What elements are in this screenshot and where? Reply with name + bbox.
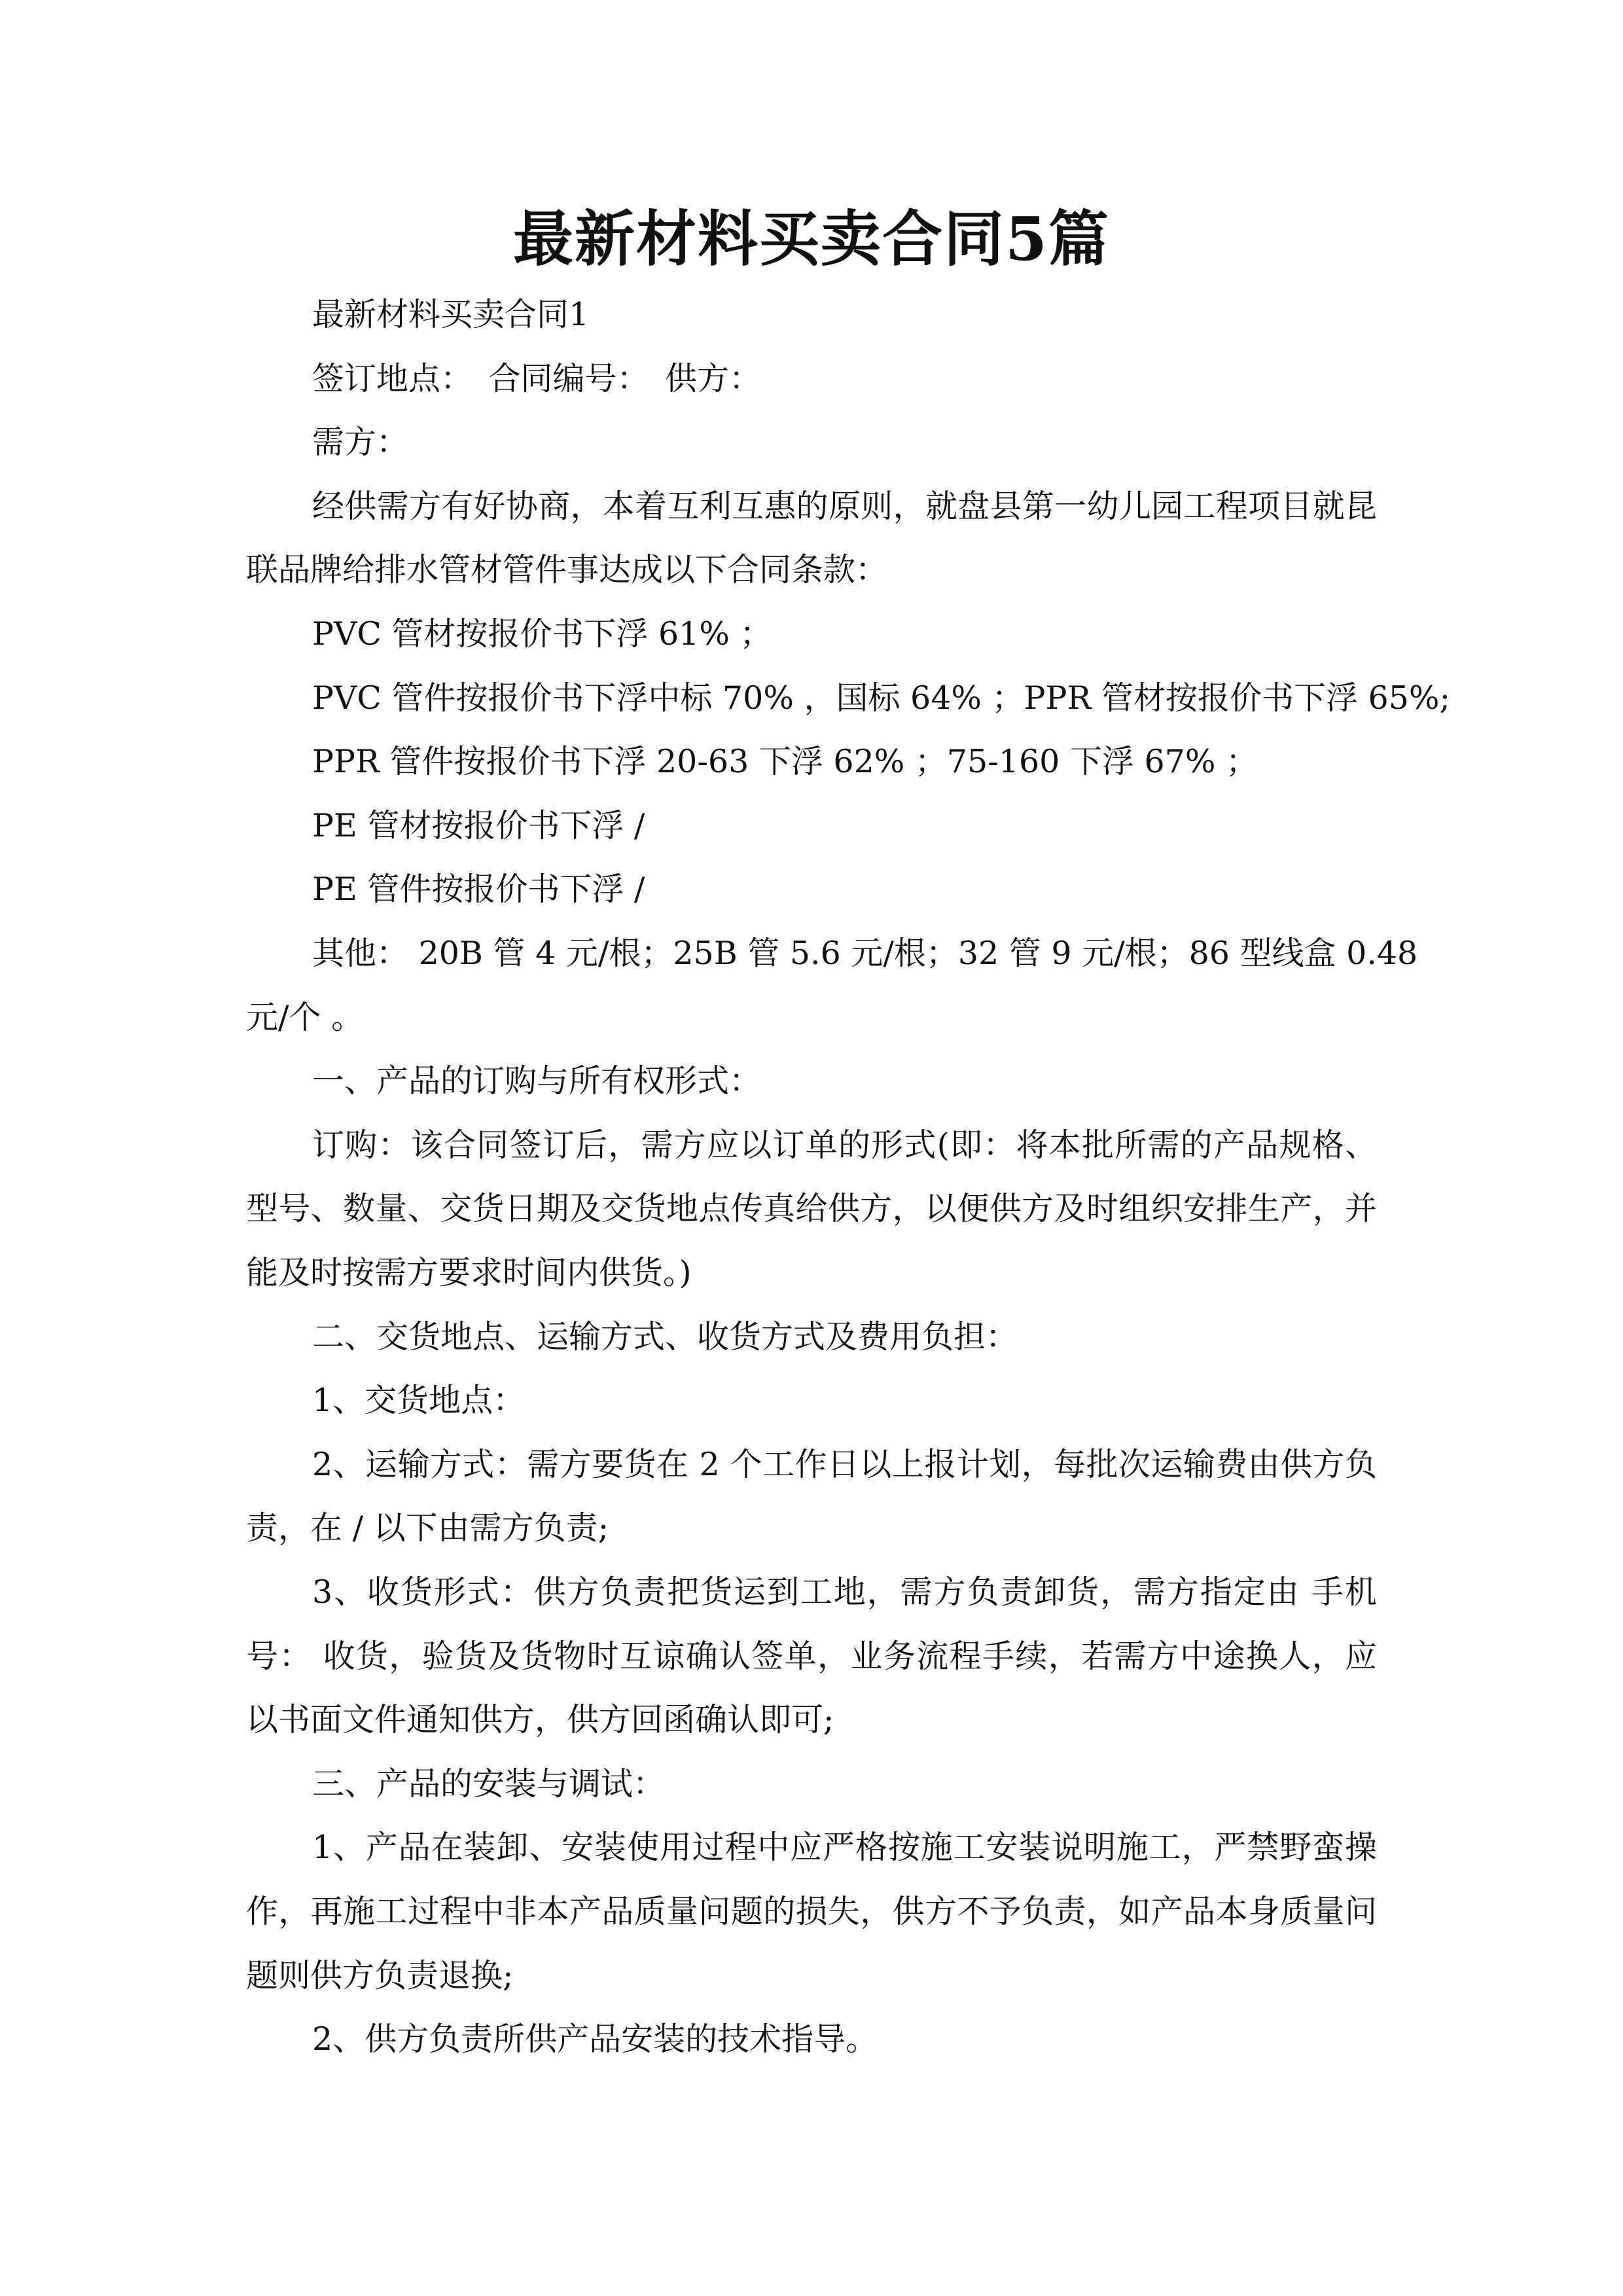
text-line: 最新材料买卖合同1 (312, 296, 590, 333)
text-line: 一、产品的订购与所有权形式： (312, 1062, 762, 1100)
text-line: PE 管件按报价书下浮 / (312, 870, 645, 908)
text-line: 题则供方负责退换; (246, 1956, 514, 1994)
text-line: 联品牌给排水管材管件事达成以下合同条款： (246, 551, 888, 589)
text-line: 经供需方有好协商，本着互利互惠的原则，就盘县第一幼儿园工程项目就昆 (312, 487, 1377, 525)
text-line: 签订地点： 合同编号： 供方： (312, 359, 762, 397)
text-line: 1、交货地点： (312, 1382, 526, 1420)
text-line: PPR 管件按报价书下浮 20-63 下浮 62% ；75-160 下浮 67% ； (312, 743, 1258, 781)
text-line: 1、产品在装卸、安装使用过程中应严格按施工安装说明施工，严禁野蛮操 (312, 1829, 1377, 1867)
text-line: 号： 收货，验货及货物时互谅确认签单，业务流程手续，若需方中途换人，应 (246, 1637, 1377, 1675)
text-line: 2、供方负责所供产品安装的技术指导。 (312, 2020, 878, 2058)
text-line: 以书面文件通知供方，供方回函确认即可; (246, 1701, 834, 1739)
document-title: 最新材料买卖合同5篇 (512, 204, 1110, 274)
text-line: 订购：该合同签订后，需方应以订单的形式(即：将本批所需的产品规格、 (312, 1126, 1377, 1164)
text-line: 作，再施工过程中非本产品质量问题的损失，供方不予负责，如产品本身质量问 (246, 1893, 1377, 1930)
text-line: 能及时按需方要求时间内供货。) (246, 1254, 692, 1291)
text-line: PE 管材按报价书下浮 / (312, 806, 645, 844)
text-line: 二、交货地点、运输方式、收货方式及费用负担： (312, 1318, 1018, 1355)
text-line: 型号、数量、交货日期及交货地点传真给供方，以便供方及时组织安排生产，并 (246, 1190, 1377, 1228)
text-line: 其他： 20B 管 4 元/根；25B 管 5.6 元/根；32 管 9 元/根；86 型线盒 0.48 (312, 935, 1418, 972)
text-line: 责，在 / 以下由需方负责; (246, 1509, 609, 1547)
text-line: 元/个 。 (246, 998, 364, 1036)
text-line: PVC 管件按报价书下浮中标 70% ，国标 64% ；PPR 管材按报价书下浮 65%; (312, 679, 1450, 717)
text-line: 2、运输方式：需方要货在 2 个工作日以上报计划，每批次运输费由供方负 (312, 1445, 1377, 1483)
text-line: 三、产品的安装与调试： (312, 1765, 666, 1803)
text-line: PVC 管材按报价书下浮 61% ； (312, 615, 772, 653)
text-line: 3、收货形式：供方负责把货运到工地，需方负责卸货，需方指定由 手机 (312, 1573, 1377, 1611)
text-line: 需方： (312, 423, 409, 461)
